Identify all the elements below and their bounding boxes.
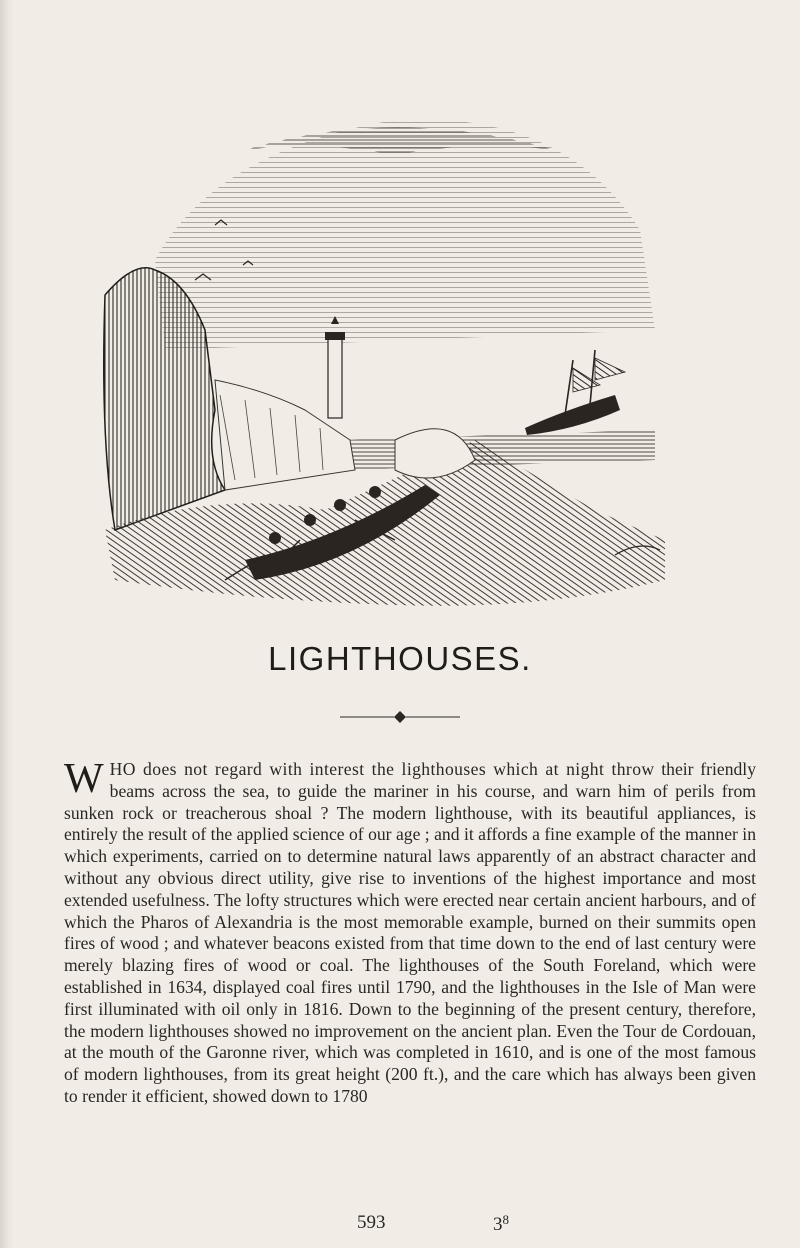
lighthouse-shipwreck-engraving-icon bbox=[95, 110, 675, 620]
signature-base: 3 bbox=[493, 1214, 503, 1235]
page-number: 593 bbox=[357, 1212, 386, 1233]
signature-sup: 8 bbox=[502, 1212, 509, 1227]
paragraph-text: their friendly beams across the sea, to guide the mariner in his course, and warn him of perils from sunken rock or treacherous shoal ? The modern lighthouse, with its beautiful appliances, is entirely the result of the applied science of our age ; and it affords a fine example of the manner in which experiments, carried on to determine natural laws apparently of an abstract character and without any obvious direct utility, give rise to inventions of the highest importance and most extended usefulness. The lofty structures which were erected near certain ancient harbours, and of which the Pharos of Alexandria is the most memorable example, burned on their summits open fires of wood ; and whatever beacons existed from that time down to the end of last century were merely blazing fires of wood or coal. The lighthouses of the South Foreland, which were established in 1634, displayed coal fires until 1790, and the lighthouses in the Isle of Man were first illuminated with oil only in 1816. Down to the beginning of the present century, therefore, the modern lighthouses showed no improvement on the ancient plan. Even the Tour de Cordouan, at the mouth of the Garonne river, which was completed in 1610, and is one of the most famous of modern lighthouses, from its great height (200 ft.), and the care which has always been given to render it efficient, showed down to 1780 bbox=[64, 759, 756, 1106]
first-line-text: HO does not regard with interest the lighthouses which at night throw bbox=[109, 759, 655, 779]
drop-cap: W bbox=[64, 756, 104, 802]
page-edge-shadow bbox=[0, 0, 14, 1248]
diamond-rule-icon bbox=[340, 710, 460, 724]
chapter-title: LIGHTHOUSES. bbox=[268, 640, 532, 677]
signature-mark bbox=[493, 1212, 509, 1236]
page-footer bbox=[0, 1212, 800, 1240]
body-paragraph bbox=[64, 756, 756, 1108]
